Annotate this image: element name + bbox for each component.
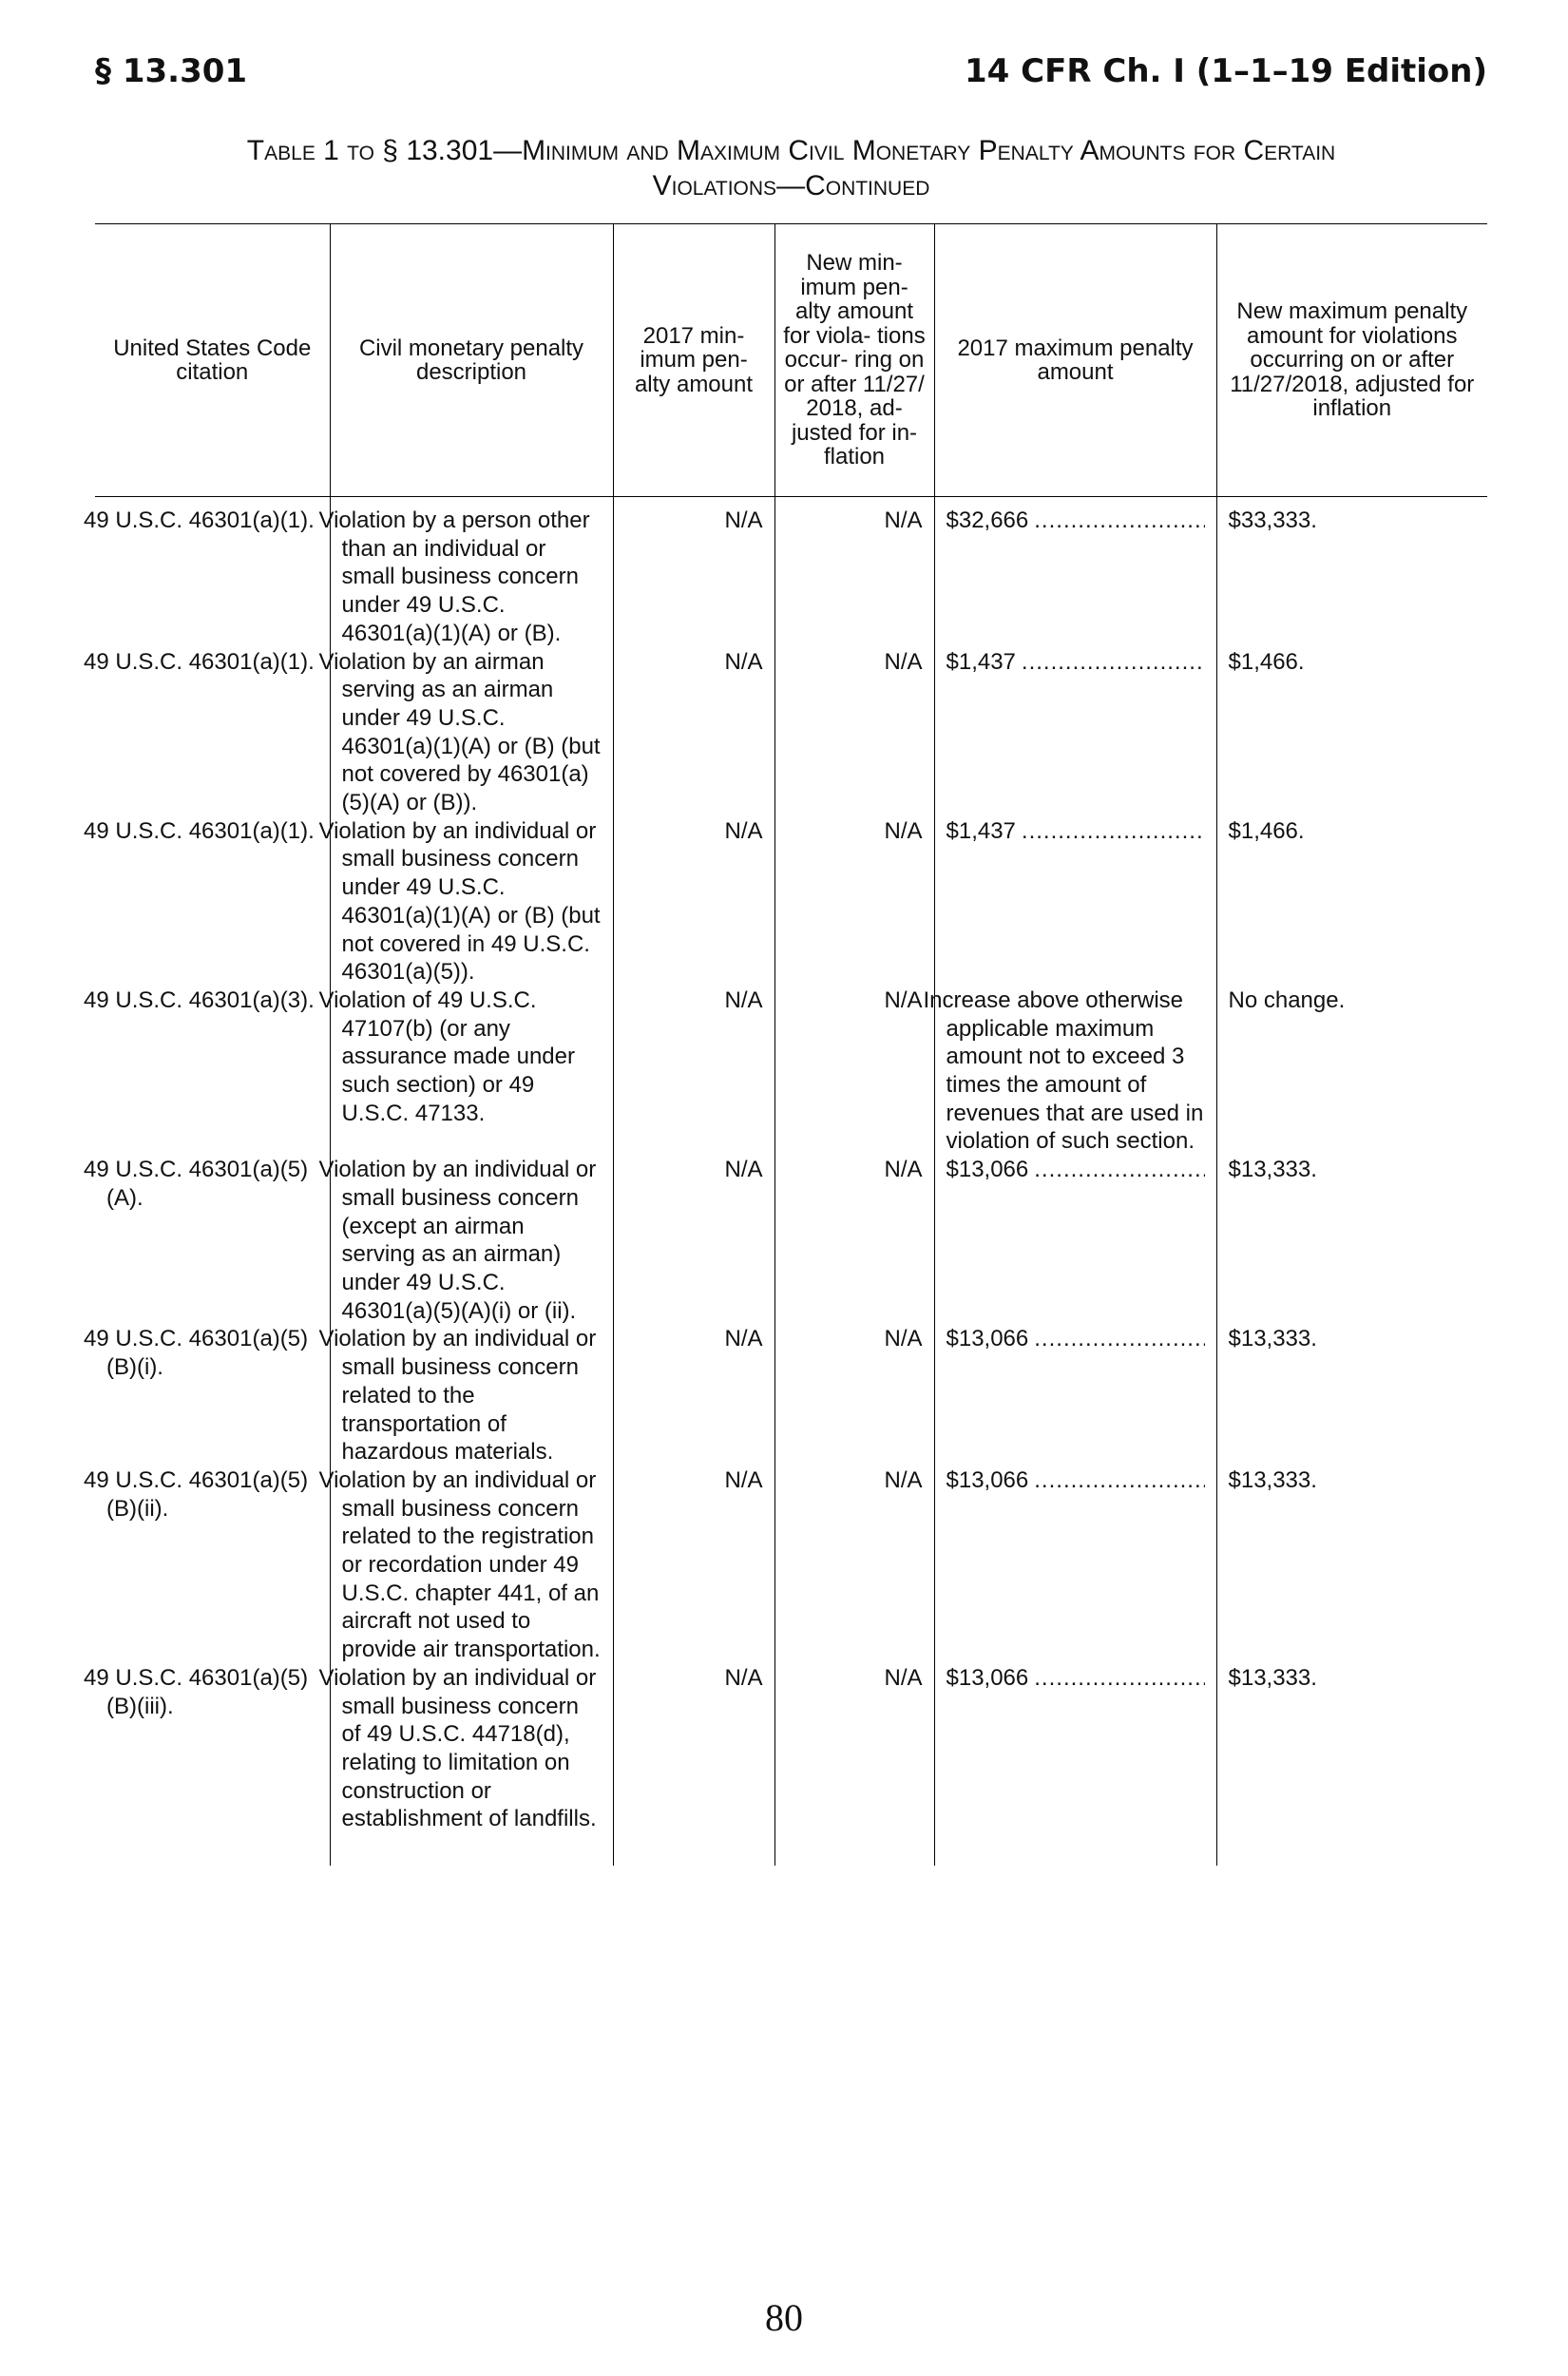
penalty-table-container — [84, 223, 1487, 2148]
max-2017-cell — [934, 1664, 1216, 1833]
max-2017-amount: $1,437 — [946, 817, 1016, 844]
table-row — [95, 817, 1487, 987]
citation-cell: 49 U.S.C. 46301(a)(1). — [84, 648, 315, 675]
section-number: § 13.301 — [95, 52, 248, 90]
max-2017-cell: Increase above otherwise applicable maximum amount not to exceed 3 times the amount of revenues that are used in violation of such section. — [934, 987, 1216, 1156]
description-cell: Violation by an individual or small business concern related to the registration or recordation under 49 U.S.C. chapter 441, of an aircraft not used to provide air transportation. — [330, 1466, 613, 1664]
dot-leader — [1034, 1664, 1204, 1693]
min-2017-cell: N/A — [613, 1466, 774, 1664]
spacer-cell — [330, 1833, 613, 1866]
table-body — [84, 497, 1487, 1867]
running-header — [95, 52, 1487, 100]
citation-cell: 49 U.S.C. 46301(a)(5)(B)(iii). — [84, 1664, 309, 1719]
citation-cell: 49 U.S.C. 46301(a)(3). — [84, 987, 315, 1013]
max-2017-cell — [934, 1325, 1216, 1466]
min-2017-cell: N/A — [613, 817, 774, 987]
max-2017-value — [947, 1664, 1205, 1693]
max-2017-cell — [934, 1156, 1216, 1325]
table-row — [95, 648, 1487, 817]
table-row — [95, 497, 1487, 648]
table-row — [95, 1325, 1487, 1466]
dot-leader — [1034, 1466, 1204, 1495]
description-cell: Violation by a person other than an individual or small business concern under 49 U.S.C. 46301(a)(1)(A) or (B). — [330, 497, 613, 648]
table-title-line-2: Violations—Continued — [652, 170, 930, 201]
min-new-cell: N/A — [774, 1466, 934, 1664]
min-2017-cell: N/A — [613, 1156, 774, 1325]
dot-leader — [1022, 817, 1205, 846]
spacer-cell — [934, 1833, 1216, 1866]
table-title — [95, 133, 1487, 203]
table-row — [95, 1466, 1487, 1664]
column-header-new-min: New min- imum pen- alty amount for viola- tions occur- ring on or after 11/27/ 2018, ad- justed for in- flation — [774, 224, 934, 497]
max-2017-value — [947, 1466, 1205, 1495]
column-header-citation: United States Code citation — [95, 224, 330, 497]
min-new-cell: N/A — [774, 1664, 934, 1833]
max-new-cell: $13,333. — [1216, 1156, 1487, 1325]
dot-leader — [1034, 1156, 1204, 1184]
dot-leader — [1034, 1325, 1204, 1353]
citation-cell: 49 U.S.C. 46301(a)(5)(B)(i). — [84, 1326, 309, 1381]
max-new-cell: $13,333. — [1216, 1466, 1487, 1664]
max-2017-amount: $13,066 — [946, 1157, 1029, 1183]
max-2017-cell — [934, 1466, 1216, 1664]
max-2017-value — [947, 648, 1205, 677]
table-header-row — [95, 224, 1487, 497]
max-2017-amount: $13,066 — [946, 1664, 1029, 1691]
description-cell: Violation by an individual or small business concern under 49 U.S.C. 46301(a)(1)(A) or (B) (but not covered in 49 U.S.C. 46301(a)(5)). — [330, 817, 613, 987]
spacer-cell — [1216, 1833, 1487, 1866]
min-new-cell: N/A — [774, 648, 934, 817]
max-new-cell: $1,466. — [1216, 648, 1487, 817]
max-2017-value — [947, 817, 1205, 846]
table-spacer-row — [95, 1833, 1487, 1866]
max-2017-amount: $13,066 — [946, 1466, 1029, 1493]
citation-cell: 49 U.S.C. 46301(a)(1). — [84, 508, 315, 533]
penalty-table — [84, 223, 1487, 1866]
min-2017-cell: N/A — [613, 987, 774, 1156]
citation-cell: 49 U.S.C. 46301(a)(5)(B)(ii). — [84, 1466, 309, 1522]
max-new-cell: $13,333. — [1216, 1664, 1487, 1833]
description-cell: Violation of 49 U.S.C. 47107(b) (or any assurance made under such section) or 49 U.S.C. 47133. — [330, 987, 613, 1156]
min-new-cell: N/A — [774, 1156, 934, 1325]
max-2017-cell — [934, 497, 1216, 648]
column-header-new-max: New maximum penalty amount for violations occurring on or after 11/27/2018, adjusted for inflation — [1216, 224, 1487, 497]
min-new-cell: N/A — [774, 1325, 934, 1466]
description-cell: Violation by an airman serving as an airman under 49 U.S.C. 46301(a)(1)(A) or (B) (but not covered by 46301(a)(5)(A) or (B)). — [330, 648, 613, 817]
description-cell: Violation by an individual or small business concern related to the transportation of hazardous materials. — [330, 1325, 613, 1466]
max-2017-amount: $1,437 — [946, 648, 1016, 675]
min-new-cell: N/A — [774, 497, 934, 648]
max-2017-cell — [934, 648, 1216, 817]
max-2017-cell — [934, 817, 1216, 987]
citation-cell: 49 U.S.C. 46301(a)(1). — [84, 817, 315, 844]
page-number: 80 — [765, 2296, 803, 2339]
max-2017-amount: $13,066 — [946, 1326, 1029, 1352]
table-row — [95, 1156, 1487, 1325]
dot-leader — [1034, 507, 1204, 535]
spacer-cell — [613, 1833, 774, 1866]
min-2017-cell: N/A — [613, 497, 774, 648]
max-2017-value — [947, 1156, 1205, 1184]
max-2017-value — [947, 1325, 1205, 1353]
max-new-cell: $1,466. — [1216, 817, 1487, 987]
spacer-cell — [95, 1833, 330, 1866]
dot-leader — [1022, 648, 1205, 677]
min-2017-cell: N/A — [613, 648, 774, 817]
spacer-cell — [774, 1833, 934, 1866]
min-2017-cell: N/A — [613, 1664, 774, 1833]
table-row — [95, 1664, 1487, 1833]
table-row — [95, 987, 1487, 1156]
column-header-2017-max: 2017 maximum penalty amount — [934, 224, 1216, 497]
citation-cell: 49 U.S.C. 46301(a)(5)(A). — [84, 1157, 309, 1211]
edition-label: 14 CFR Ch. I (1–1–19 Edition) — [965, 52, 1487, 90]
description-cell: Violation by an individual or small business concern (except an airman serving as an airman) under 49 U.S.C. 46301(a)(5)(A)(i) or (ii). — [330, 1156, 613, 1325]
max-2017-value — [947, 507, 1205, 535]
min-new-cell: N/A — [774, 817, 934, 987]
max-new-cell: $33,333. — [1216, 497, 1487, 648]
min-2017-cell: N/A — [613, 1325, 774, 1466]
max-new-cell: $13,333. — [1216, 1325, 1487, 1466]
table-title-line-1: Table 1 to § 13.301—Minimum and Maximum Civil Monetary Penalty Amounts for Certain — [246, 135, 1336, 166]
column-header-2017-min: 2017 min- imum pen- alty amount — [613, 224, 774, 497]
max-2017-amount: $32,666 — [946, 508, 1029, 533]
min-new-cell: N/A — [774, 987, 934, 1156]
column-header-description: Civil monetary penalty description — [330, 224, 613, 497]
max-new-cell: No change. — [1216, 987, 1487, 1156]
description-cell: Violation by an individual or small business concern of 49 U.S.C. 44718(d), relating to limitation on construction or establishment of landfills. — [330, 1664, 613, 1833]
